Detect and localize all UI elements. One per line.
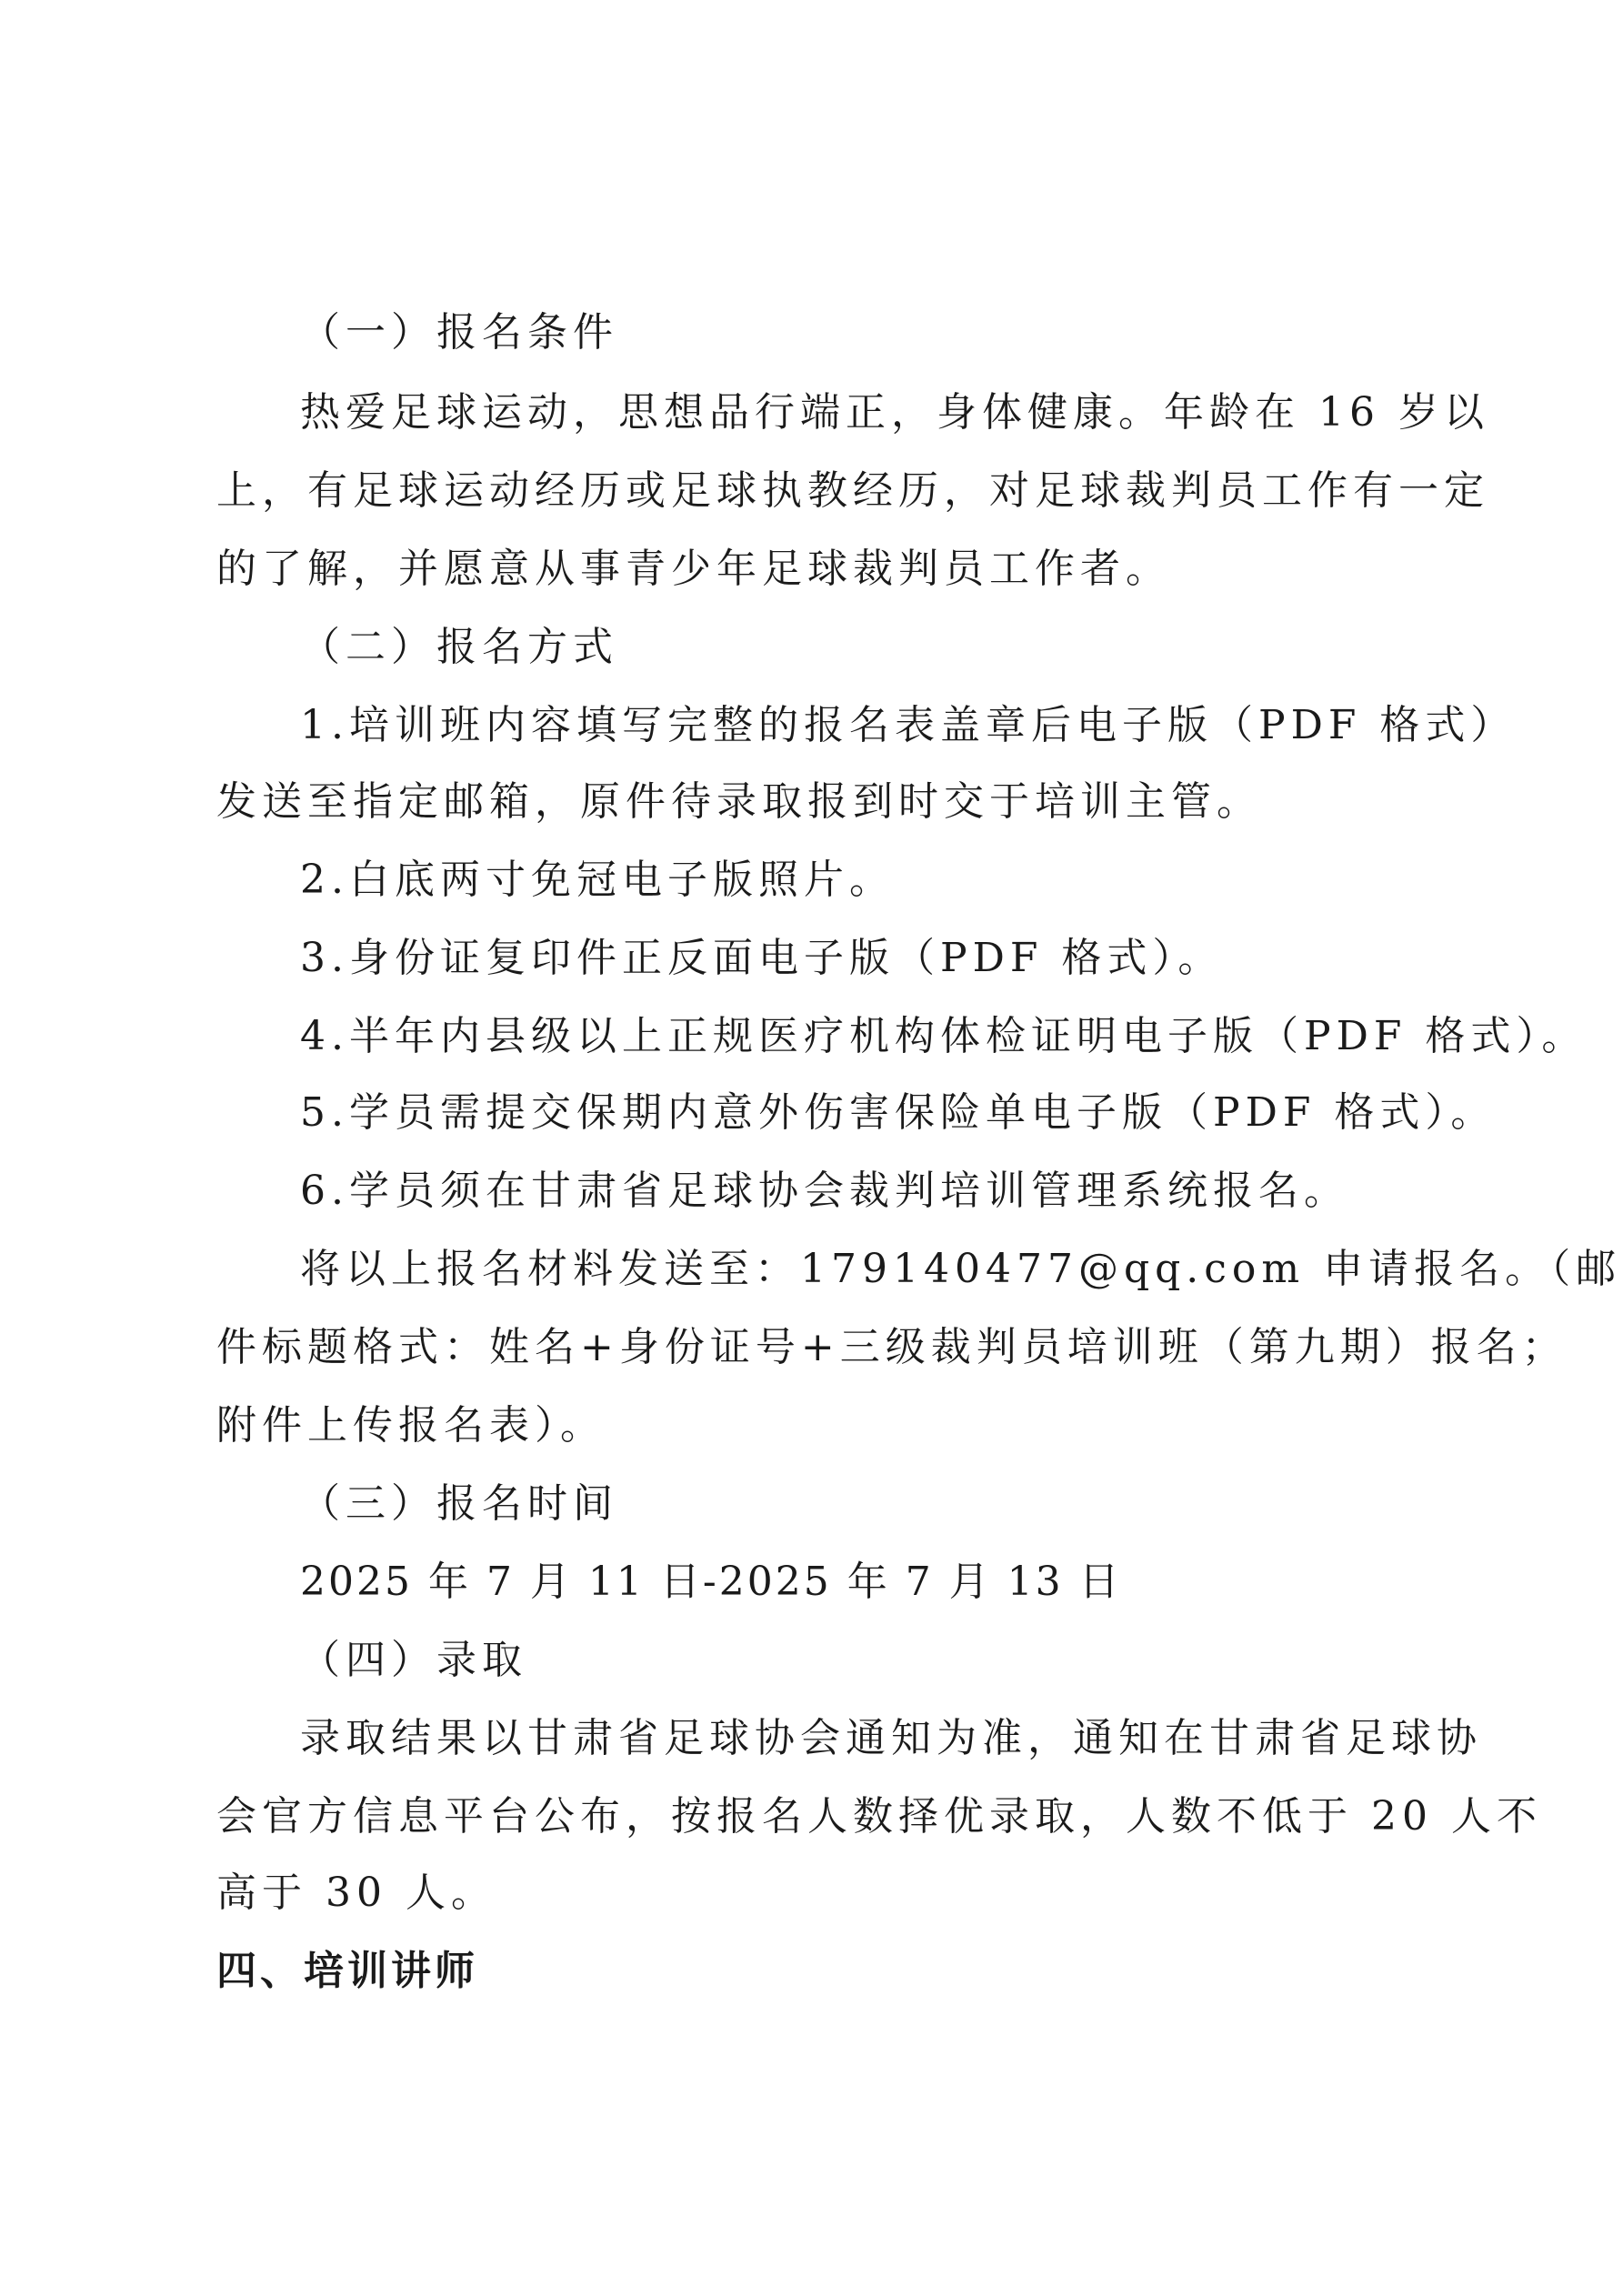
- list-item: 6.学员须在甘肃省足球协会裁判培训管理系统报名。: [300, 1168, 1349, 1214]
- list-item: 3.身份证复印件正反面电子版（PDF 格式）。: [300, 935, 1224, 981]
- list-item: 2.白底两寸免冠电子版照片。: [300, 857, 895, 903]
- email-instruction-line: 附件上传报名表）。: [216, 1402, 606, 1449]
- subheading-registration-time: （三）报名时间: [300, 1480, 618, 1527]
- paragraph-line: 上，有足球运动经历或足球执教经历，对足球裁判员工作有一定: [216, 467, 1489, 514]
- paragraph-line: 热爱足球运动，思想品行端正，身体健康。年龄在 16 岁以: [300, 389, 1489, 436]
- paragraph-line: 录取结果以甘肃省足球协会通知为准，通知在甘肃省足球协: [300, 1715, 1482, 1761]
- registration-date-range: 2025 年 7 月 11 日-2025 年 7 月 13 日: [300, 1559, 1122, 1605]
- list-item: 1.培训班内容填写完整的报名表盖章后电子版（PDF 格式）: [300, 702, 1517, 748]
- subheading-registration-method: （二）报名方式: [300, 624, 618, 670]
- paragraph-line: 的了解，并愿意从事青少年足球裁判员工作者。: [216, 546, 1171, 592]
- subheading-registration-conditions: （一）报名条件: [300, 309, 618, 356]
- subheading-admission: （四）录取: [300, 1637, 527, 1683]
- email-instruction-line: 件标题格式：姓名+身份证号+三级裁判员培训班（第九期）报名；: [216, 1324, 1568, 1370]
- list-item: 5.学员需提交保期内意外伤害保险单电子版（PDF 格式）。: [300, 1089, 1497, 1136]
- section-heading-trainers: 四、培训讲师: [216, 1948, 478, 1994]
- paragraph-line: 会官方信息平台公布，按报名人数择优录取，人数不低于 20 人不: [216, 1793, 1542, 1840]
- list-item-continuation: 发送至指定邮箱，原件待录取报到时交于培训主管。: [216, 778, 1262, 825]
- list-item: 4.半年内县级以上正规医疗机构体检证明电子版（PDF 格式）。: [300, 1013, 1588, 1059]
- email-instruction-line: 将以上报名材料发送至：179140477@qq.com 申请报名。（邮: [300, 1246, 1622, 1292]
- paragraph-line: 高于 30 人。: [216, 1870, 496, 1916]
